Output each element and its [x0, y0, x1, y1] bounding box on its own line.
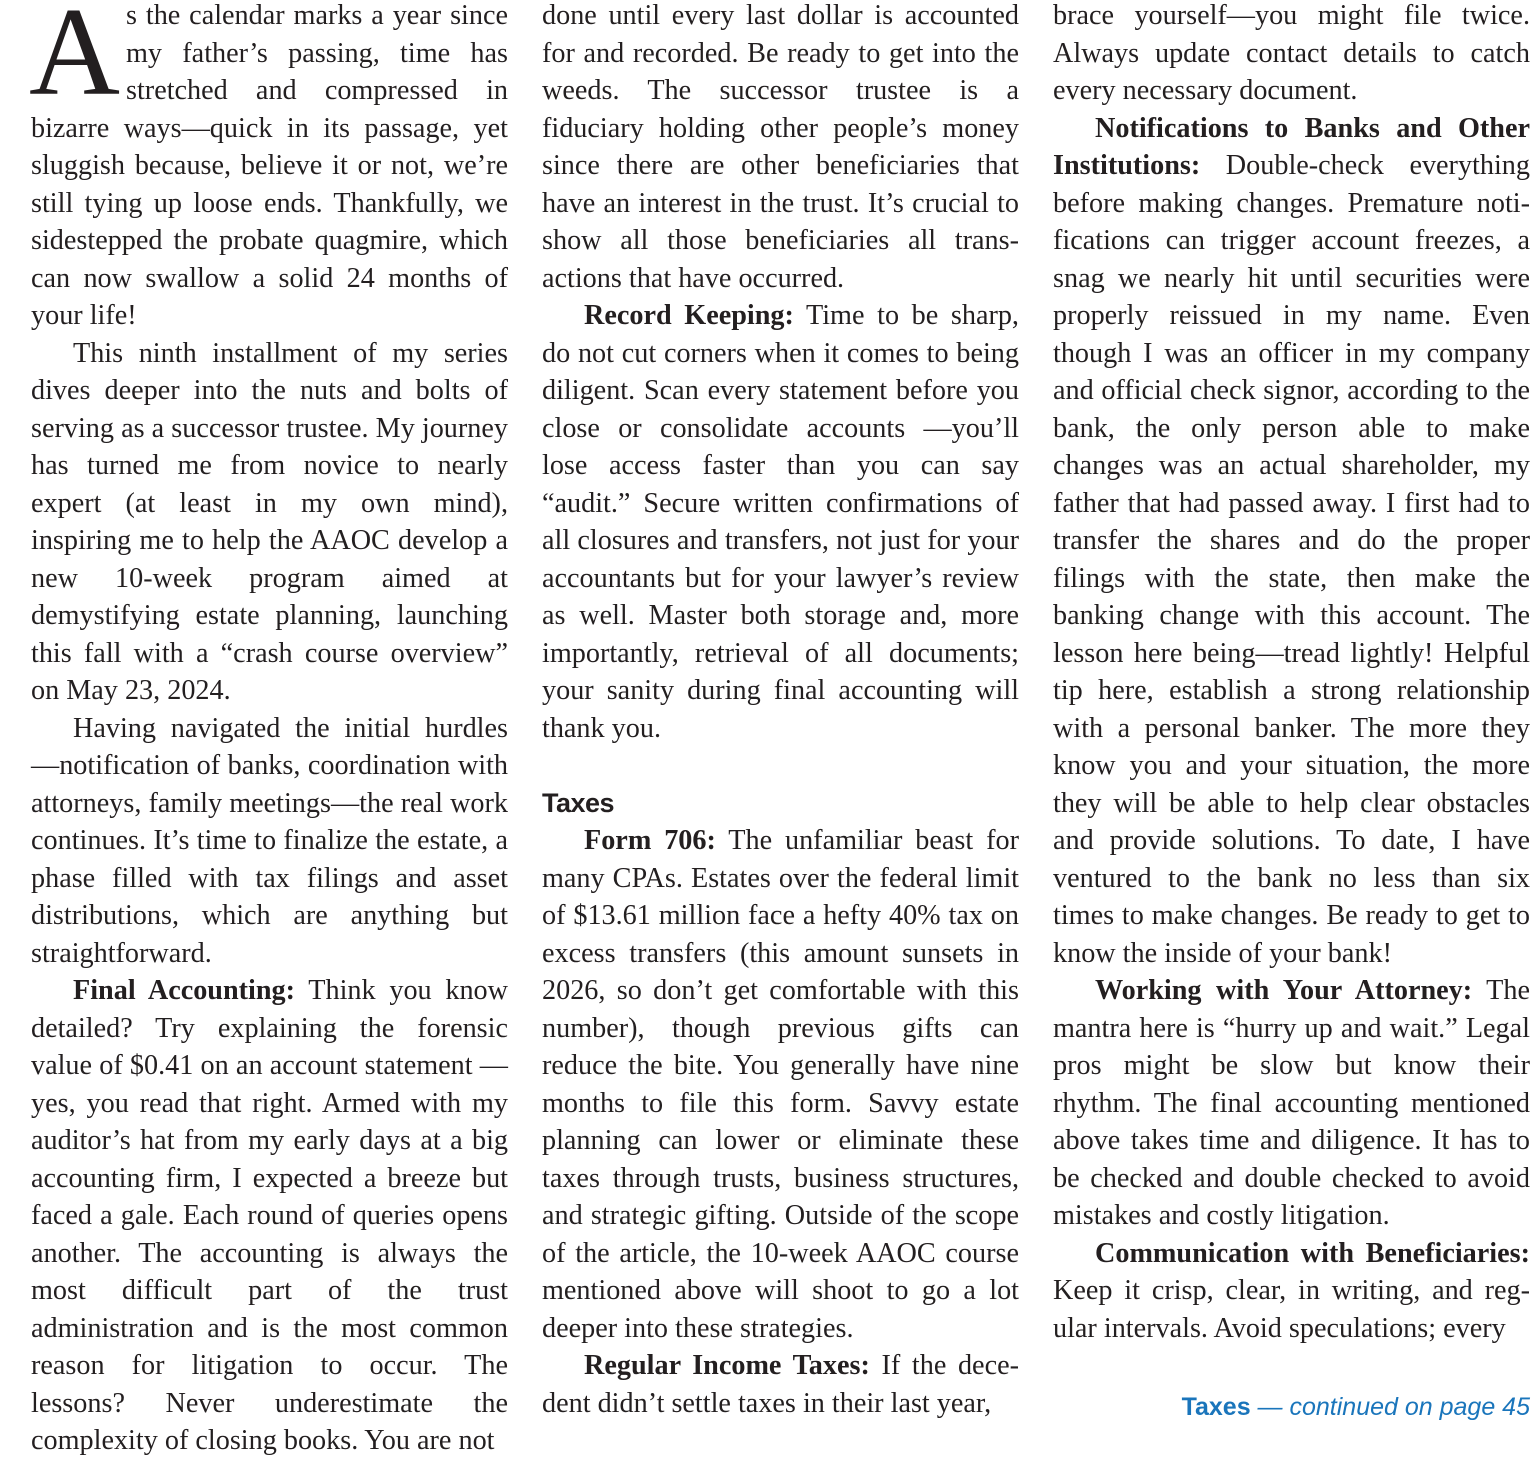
notifications-lead: Notifications to Banks and Other Institutions:	[1053, 112, 1530, 181]
paragraph-attorney	[1053, 972, 1530, 1235]
section-spacer	[542, 747, 1019, 785]
form-706-text: The unfamiliar beast for many CPAs. Estates over the federal limit of $13.61 million face a hefty 40% tax on excess transfers (this amount sunsets in 2026, so don’t get comfortable with this number), though previous gifts can reduce the bite. You generally have nine months to file this form. Savvy estate planning can lower or eliminate these taxes through trusts, business structures, and strategic gifting. Outside of the scope of the article, the 10-week AAOC course mentioned above will shoot to go a lot deeper into these strategies.	[542, 825, 1019, 1344]
paragraph-notifications	[1053, 110, 1530, 973]
final-accounting-lead: Final Accounting:	[73, 975, 296, 1006]
drop-cap: A	[29, 0, 120, 122]
continued-page-text: — continued on page 45	[1250, 1393, 1530, 1421]
paragraph-final-accounting	[31, 972, 508, 1460]
beneficiaries-lead: Communication with Beneficiaries:	[1095, 1237, 1530, 1269]
final-accounting-text: Think you know detailed? Try explaining the forensic value of $0.41 on an account statement —yes, you read that right. Armed with my auditor’s hat from my early days at a big accounting firm, I expected a breeze but faced a gale. Each round of queries opens another. The accounting is always the most difficult part of the trust administration and is the most common reason for litigation to occur. The lessons? Never underestimate the complexity of closing books. You are not	[31, 975, 509, 1456]
attorney-lead: Working with Your Attorney:	[1095, 975, 1473, 1006]
intro-text: s the calendar marks a year since my father’s passing, time has stretched and compressed in bizarre ways—quick in its passage, yet sluggish because, believe it or not, we’re still tying up loose ends. Thankfully, we sidestepped the probate quagmire, which can now swallow a solid 24 months of your life!	[31, 0, 508, 331]
taxes-heading: Taxes	[542, 787, 615, 818]
beneficiaries-text: Keep it crisp, clear, in writing, and regular intervals. Avoid speculations; every	[1053, 1275, 1530, 1344]
record-keeping-lead: Record Keeping:	[584, 300, 794, 331]
attorney-text: The mantra here is “hurry up and wait.” Legal pros might be slow but know their rhythm. The final accounting mentioned above takes time and diligence. It has to be checked and double checked to avoid mistakes and costly litigation.	[1053, 975, 1530, 1231]
paragraph-regular-income	[542, 1347, 1019, 1422]
regular-income-lead: Regular Income Taxes:	[584, 1350, 870, 1381]
continued-on-link[interactable]	[1182, 1393, 1530, 1422]
paragraph-record-keeping	[542, 297, 1019, 747]
record-keeping-text: Time to be sharp, do not cut corners when it comes to being diligent. Scan every statement before you close or consolidate accounts —you’ll lose access faster than you can say “audit.” Secure written confirmations of all closures and transfers, not just for your accountants but for your lawyer’s review as well. Master both storage and, more importantly, retrieval of all documents; your sanity during final accounting will thank you.	[542, 300, 1019, 744]
intro-paragraph	[31, 0, 508, 335]
column-3	[1053, 0, 1530, 1347]
column-1	[31, 0, 508, 1460]
paragraph-beneficiaries	[1053, 1235, 1530, 1348]
paragraph-hurdles: Having navigated the initial hurdles —notification of banks, coordination with attorneys, family meetings—the real work continues. It’s time to finalize the estate, a phase filled with tax filings and asset distributions, which are anything but straightforward.	[31, 712, 508, 969]
column-2	[542, 0, 1019, 1422]
paragraph-form-706	[542, 822, 1019, 1347]
continued-section-word: Taxes	[1181, 1393, 1251, 1421]
notifications-text: Double-check everything before making changes. Premature notifications can trigger account freezes, a snag we nearly hit until securities were properly reissued in my name. Even though I was an officer in my company and official check signor, according to the bank, the only person able to make changes was an actual shareholder, my father that had passed away. I first had to transfer the shares and do the proper filings with the state, then make the banking change with this account. The lesson here being—tread lightly! Helpful tip here, establish a strong relationship with a personal banker. The more they know you and your situation, the more they will be able to help clear obstacles and provide solutions. To date, I have ventured to the bank no less than six times to make changes. Be ready to get to know the inside of your bank!	[1053, 150, 1530, 969]
final-accounting-continued: done until every last dollar is accounted for and recorded. Be ready to get into the weeds. The successor trustee is a fiduciary holding other people’s money since there are other beneficiaries that have an interest in the trust. It’s crucial to show all those beneficiaries all transactions that have occurred.	[542, 0, 1019, 294]
regular-income-text: If the decedent didn’t settle taxes in their last year,	[542, 1350, 1019, 1419]
form-706-lead: Form 706:	[584, 825, 716, 856]
paragraph-series: This ninth installment of my series dives deeper into the nuts and bolts of serving as a successor trustee. My journey has turned me from novice to nearly expert (at least in my own mind), inspiring me to help the AAOC develop a new 10-week program aimed at demystifying estate planning, launching this fall with a “crash course overview” on May 23, 2024.	[31, 337, 508, 706]
regular-income-continued: brace yourself—you might file twice. Always update contact details to catch every necessary document.	[1053, 0, 1530, 106]
